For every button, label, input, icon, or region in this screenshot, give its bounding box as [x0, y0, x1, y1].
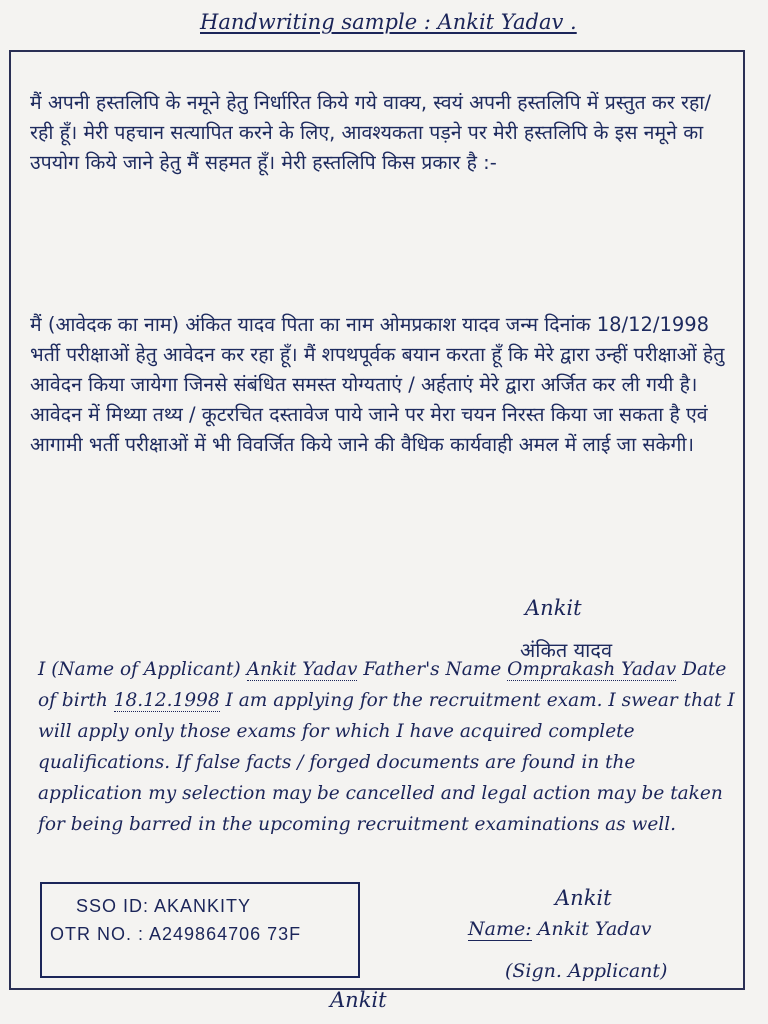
sso-id-label: SSO ID:	[76, 896, 150, 916]
bottom-signature: Ankit	[330, 988, 387, 1012]
applicant-name-label: Name:	[468, 918, 532, 940]
english-signature: Ankit	[555, 886, 612, 910]
dob-label: Date of birth	[38, 659, 727, 711]
english-declaration	[38, 654, 738, 840]
dob-value: 18.12.1998	[113, 690, 220, 711]
applicant-name-value: Ankit Yadav	[537, 918, 652, 940]
sso-id-value: AKANKITY	[154, 896, 252, 916]
otr-no-row	[50, 924, 301, 945]
father-label: Father's Name	[363, 659, 502, 680]
page-title: Handwriting sample : Ankit Yadav .	[200, 10, 577, 34]
sign-applicant-label: (Sign. Applicant)	[505, 960, 668, 982]
applicant-lead: I (Name of Applicant)	[38, 659, 241, 680]
declaration-body: I am applying for the recruitment exam. I swear that I will apply only those exams for which I have acquired complete qualifications. If false facts / forged documents are found in the application my selection may be cancelled and legal action may be taken for being barred in the upcoming recruitment examinations as well.	[38, 690, 735, 835]
father-name: Omprakash Yadav	[507, 659, 677, 680]
hindi-signature: Ankit	[525, 596, 582, 620]
otr-no-label: OTR NO. :	[50, 924, 144, 944]
sso-id-row	[76, 896, 251, 917]
id-box	[40, 882, 360, 978]
hindi-consent-paragraph: मैं अपनी हस्तलिपि के नमूने हेतु निर्धारित किये गये वाक्य, स्वयं अपनी हस्तलिपि में प्रस्तुत कर रहा/रही हूँ। मेरी पहचान सत्यापित करने के लिए, आवश्यकता पड़ने पर मेरी हस्तलिपि के इस नमूने का उपयोग किये जाने हेतु मैं सहमत हूँ। मेरी हस्तलिपि किस प्रकार है :-	[30, 91, 711, 174]
applicant-name: Ankit Yadav	[246, 659, 358, 680]
hindi-declaration-paragraph: मैं (आवेदक का नाम) अंकित यादव पिता का नाम ओमप्रकाश यादव जन्म दिनांक 18/12/1998 भर्ती परीक्षाओं हेतु आवेदन कर रहा हूँ। मैं शपथपूर्वक बयान करता हूँ कि मेरे द्वारा उन्हीं परीक्षाओं हेतु आवेदन किया जायेगा जिनसे संबंधित समस्त योग्यताएं / अर्हताएं मेरे द्वारा अर्जित कर ली गयी है। आवेदन में मिथ्या तथ्य / कूटरचित दस्तावेज पाये जाने पर मेरा चयन निरस्त किया जा सकता है एवं आगामी भर्ती परीक्षाओं में भी विवर्जित किये जाने की वैधिक कार्यवाही अमल में लाई जा सकेगी।	[30, 313, 725, 456]
hindi-signatory-name: अंकित यादव	[520, 638, 613, 662]
applicant-name-line	[468, 918, 652, 940]
document-frame	[9, 50, 745, 990]
otr-no-value: A249864706 73F	[149, 924, 302, 944]
